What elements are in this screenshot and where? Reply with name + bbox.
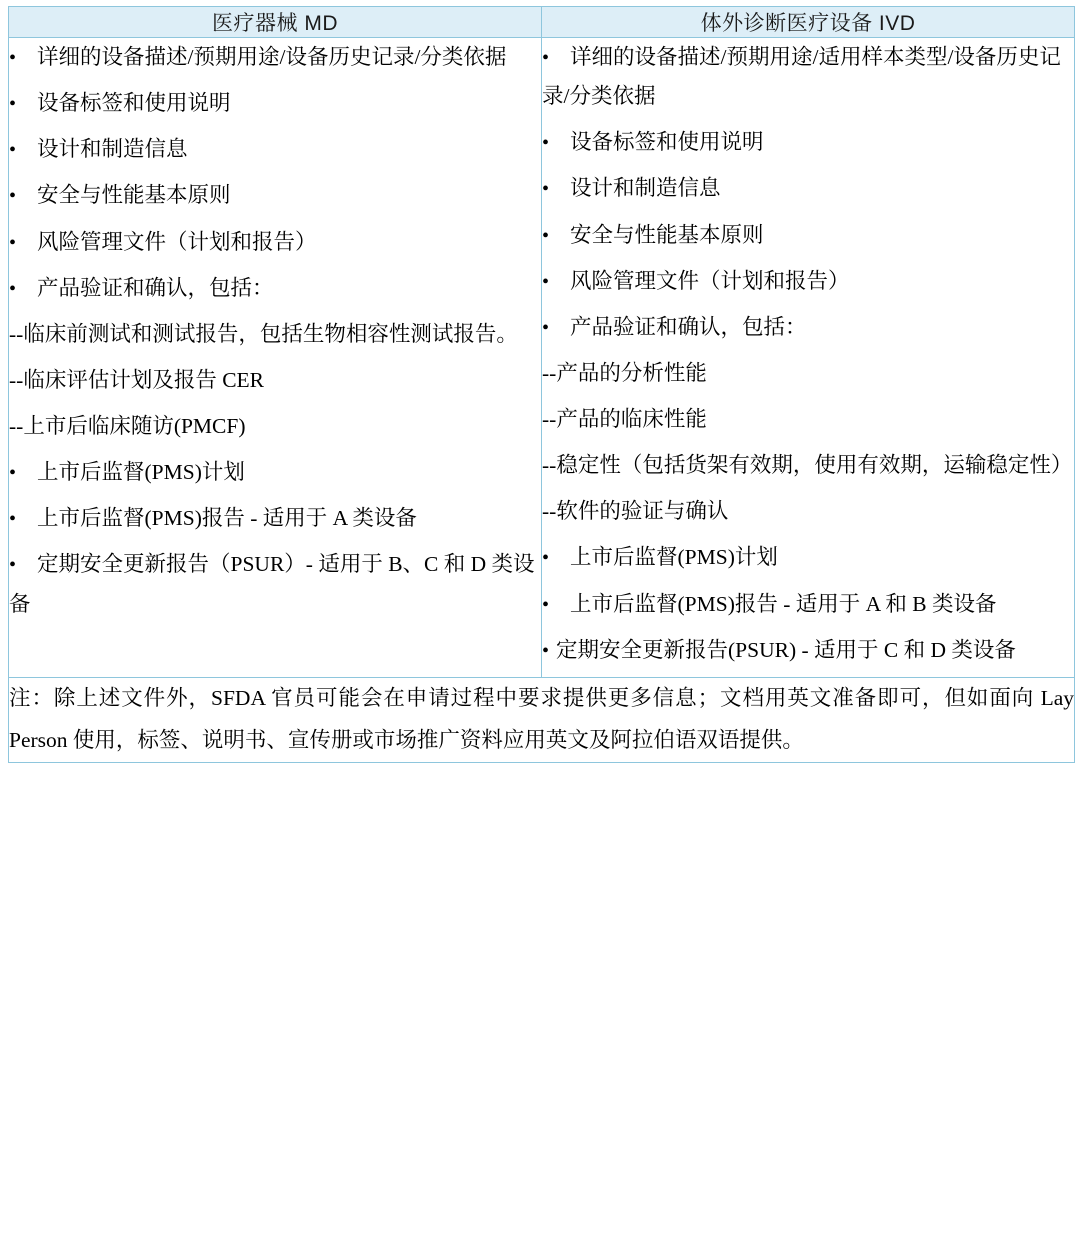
bullet-icon: • — [9, 508, 17, 531]
list-item — [9, 84, 541, 123]
list-item — [9, 453, 541, 492]
list-item — [9, 499, 541, 538]
list-item-text: 定期安全更新报告(PSUR) - 适用于 C 和 D 类设备 — [556, 637, 1016, 662]
bullet-icon: • — [542, 639, 550, 662]
note-text: 注：除上述文件外，SFDA 官员可能会在申请过程中要求提供更多信息；文档用英文准备即可，但如面向 Lay Person 使用，标签、说明书、宣传册或市场推广资料应用英文及阿拉伯语双语提供。 — [9, 685, 1074, 752]
list-item-text: 设计和制造信息 — [570, 176, 721, 201]
list-item-text: 上市后监督(PMS)报告 - 适用于 A 和 B 类设备 — [570, 591, 997, 616]
list-item — [542, 169, 1074, 208]
list-item-text: 详细的设备描述/预期用途/适用样本类型/设备历史记录/分类依据 — [542, 45, 1061, 109]
list-item — [542, 538, 1074, 577]
bullet-icon: • — [9, 185, 17, 208]
bullet-icon: • — [542, 47, 550, 69]
list-item-text: --产品的分析性能 — [542, 360, 707, 385]
list-item — [542, 216, 1074, 255]
list-item-sub — [9, 407, 541, 446]
bullet-icon: • — [9, 231, 17, 254]
list-item — [542, 308, 1074, 347]
bullet-icon: • — [542, 270, 550, 293]
list-item-text: 上市后监督(PMS)计划 — [570, 545, 778, 570]
list-item-sub — [542, 400, 1074, 439]
bullet-icon: • — [9, 462, 17, 485]
list-item-text: 风险管理文件（计划和报告） — [37, 229, 317, 254]
list-item-text: --软件的验证与确认 — [542, 499, 729, 524]
cell-note — [9, 677, 1075, 762]
bullet-icon: • — [9, 139, 17, 162]
list-item-text: 风险管理文件（计划和报告） — [570, 268, 850, 293]
list-item-sub — [9, 361, 541, 400]
list-item — [542, 585, 1074, 624]
bullet-icon: • — [9, 47, 17, 69]
md-requirement-list — [9, 38, 541, 624]
list-item-text: --上市后临床随访(PMCF) — [9, 414, 246, 438]
list-item-text: 安全与性能基本原则 — [37, 183, 231, 208]
list-item — [9, 38, 541, 77]
list-item-text: 上市后监督(PMS)报告 - 适用于 A 类设备 — [37, 506, 417, 531]
list-item-sub — [542, 446, 1074, 485]
list-item — [9, 269, 541, 308]
list-item-text: 详细的设备描述/预期用途/设备历史记录/分类依据 — [37, 45, 507, 69]
list-item-text: 产品验证和确认，包括： — [570, 314, 807, 339]
bullet-icon: • — [9, 277, 17, 300]
list-item-text: 设备标签和使用说明 — [37, 91, 231, 116]
list-item-sub — [542, 492, 1074, 531]
list-item-text: --临床前测试和测试报告，包括生物相容性测试报告。 — [9, 321, 518, 346]
list-item-sub — [542, 354, 1074, 393]
table-header-row — [9, 7, 1075, 38]
bullet-icon: • — [542, 547, 550, 570]
table-note-row — [9, 677, 1075, 762]
list-item-text: --产品的临床性能 — [542, 407, 707, 431]
bullet-icon: • — [9, 554, 17, 577]
list-item — [542, 631, 1074, 670]
bullet-icon: • — [542, 132, 550, 155]
list-item — [9, 130, 541, 169]
requirements-table — [8, 6, 1075, 763]
header-ivd: 体外诊断医疗设备 IVD — [542, 7, 1075, 38]
list-item — [542, 38, 1074, 116]
list-item — [542, 262, 1074, 301]
list-item — [9, 223, 541, 262]
ivd-requirement-list — [542, 38, 1074, 670]
list-item-text: 定期安全更新报告（PSUR）- 适用于 B、C 和 D 类设备 — [9, 552, 535, 616]
list-item-text: 产品验证和确认，包括： — [37, 275, 274, 300]
bullet-icon: • — [542, 316, 550, 339]
list-item-text: 设备标签和使用说明 — [570, 130, 764, 155]
list-item-text: --临床评估计划及报告 CER — [9, 367, 265, 392]
list-item-text: 上市后监督(PMS)计划 — [37, 460, 245, 485]
bullet-icon: • — [9, 93, 17, 116]
cell-md-requirements — [9, 38, 542, 678]
list-item-sub — [9, 315, 541, 354]
header-md: 医疗器械 MD — [9, 7, 542, 38]
bullet-icon: • — [542, 593, 550, 616]
list-item-text: 安全与性能基本原则 — [570, 222, 764, 247]
list-item-text: --稳定性（包括货架有效期，使用有效期，运输稳定性） — [542, 453, 1073, 478]
table-content-row — [9, 38, 1075, 678]
bullet-icon: • — [542, 224, 550, 247]
list-item-text: 设计和制造信息 — [37, 137, 188, 162]
cell-ivd-requirements — [542, 38, 1075, 678]
list-item — [9, 545, 541, 623]
list-item — [542, 123, 1074, 162]
list-item — [9, 176, 541, 215]
bullet-icon: • — [542, 178, 550, 201]
